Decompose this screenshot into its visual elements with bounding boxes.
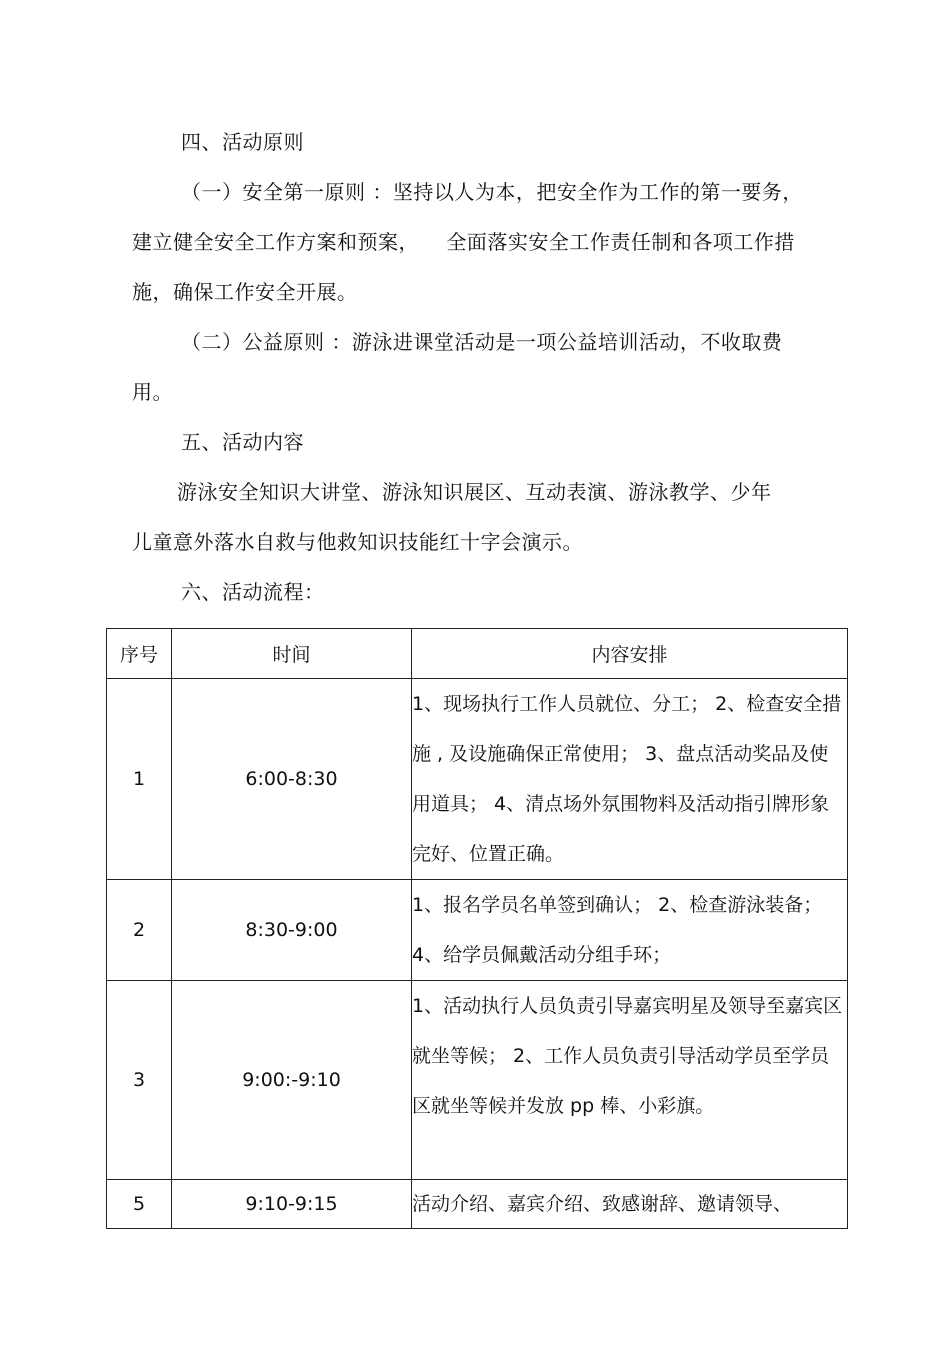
row-num: 2 [107, 880, 172, 981]
table-header-row [107, 629, 848, 679]
row-time: 8:30-9:00 [172, 880, 412, 981]
table-row [107, 981, 848, 1180]
principle-2-line-1: （二）公益原则 ：游泳进课堂活动是一项公益培训活动，不收取费 [181, 330, 783, 354]
row-content: 1、现场执行工作人员就位、分工； 2、检查安全措施 , 及设施确保正常使用； 3、盘点活动奖品及使用道具； 4、清点场外氛围物料及活动指引牌形象完好、位置正确。 [412, 679, 848, 880]
header-time: 时间 [172, 629, 412, 679]
row-content: 1、活动执行人员负责引导嘉宾明星及领导至嘉宾区就坐等候； 2、工作人员负责引导活动学员至学员区就坐等候并发放 pp 棒、小彩旗。 [412, 981, 848, 1180]
section-4-title: 四、活动原则 [181, 130, 304, 154]
principle-1-line-3: 施，确保工作安全开展。 [132, 280, 358, 304]
section-5-title: 五、活动内容 [181, 430, 304, 454]
header-content: 内容安排 [412, 629, 848, 679]
section-6-title: 六、活动流程： [181, 580, 325, 604]
row-num: 5 [107, 1180, 172, 1229]
row-content: 1、报名学员名单签到确认； 2、检查游泳装备； 4、给学员佩戴活动分组手环； [412, 880, 848, 981]
principle-1-line-2: 建立健全安全工作方案和预案， 全面落实安全工作责任制和各项工作措 [132, 230, 795, 254]
schedule-table [106, 628, 848, 1229]
table-row [107, 880, 848, 981]
row-time: 9:00:-9:10 [172, 981, 412, 1180]
table-row [107, 1180, 848, 1229]
header-num: 序号 [107, 629, 172, 679]
table-row [107, 679, 848, 880]
row-content: 活动介绍、嘉宾介绍、致感谢辞、邀请领导、 [412, 1180, 848, 1229]
row-num: 3 [107, 981, 172, 1180]
content-line-1: 游泳安全知识大讲堂、游泳知识展区、互动表演、游泳教学、少年 [177, 480, 772, 504]
row-time: 6:00-8:30 [172, 679, 412, 880]
principle-1-line-1: （一）安全第一原则 ：坚持以人为本，把安全作为工作的第一要务， [181, 180, 803, 204]
row-time: 9:10-9:15 [172, 1180, 412, 1229]
content-line-2: 儿童意外落水自救与他救知识技能红十字会演示。 [132, 530, 583, 554]
row-num: 1 [107, 679, 172, 880]
principle-2-line-2: 用。 [132, 380, 173, 404]
